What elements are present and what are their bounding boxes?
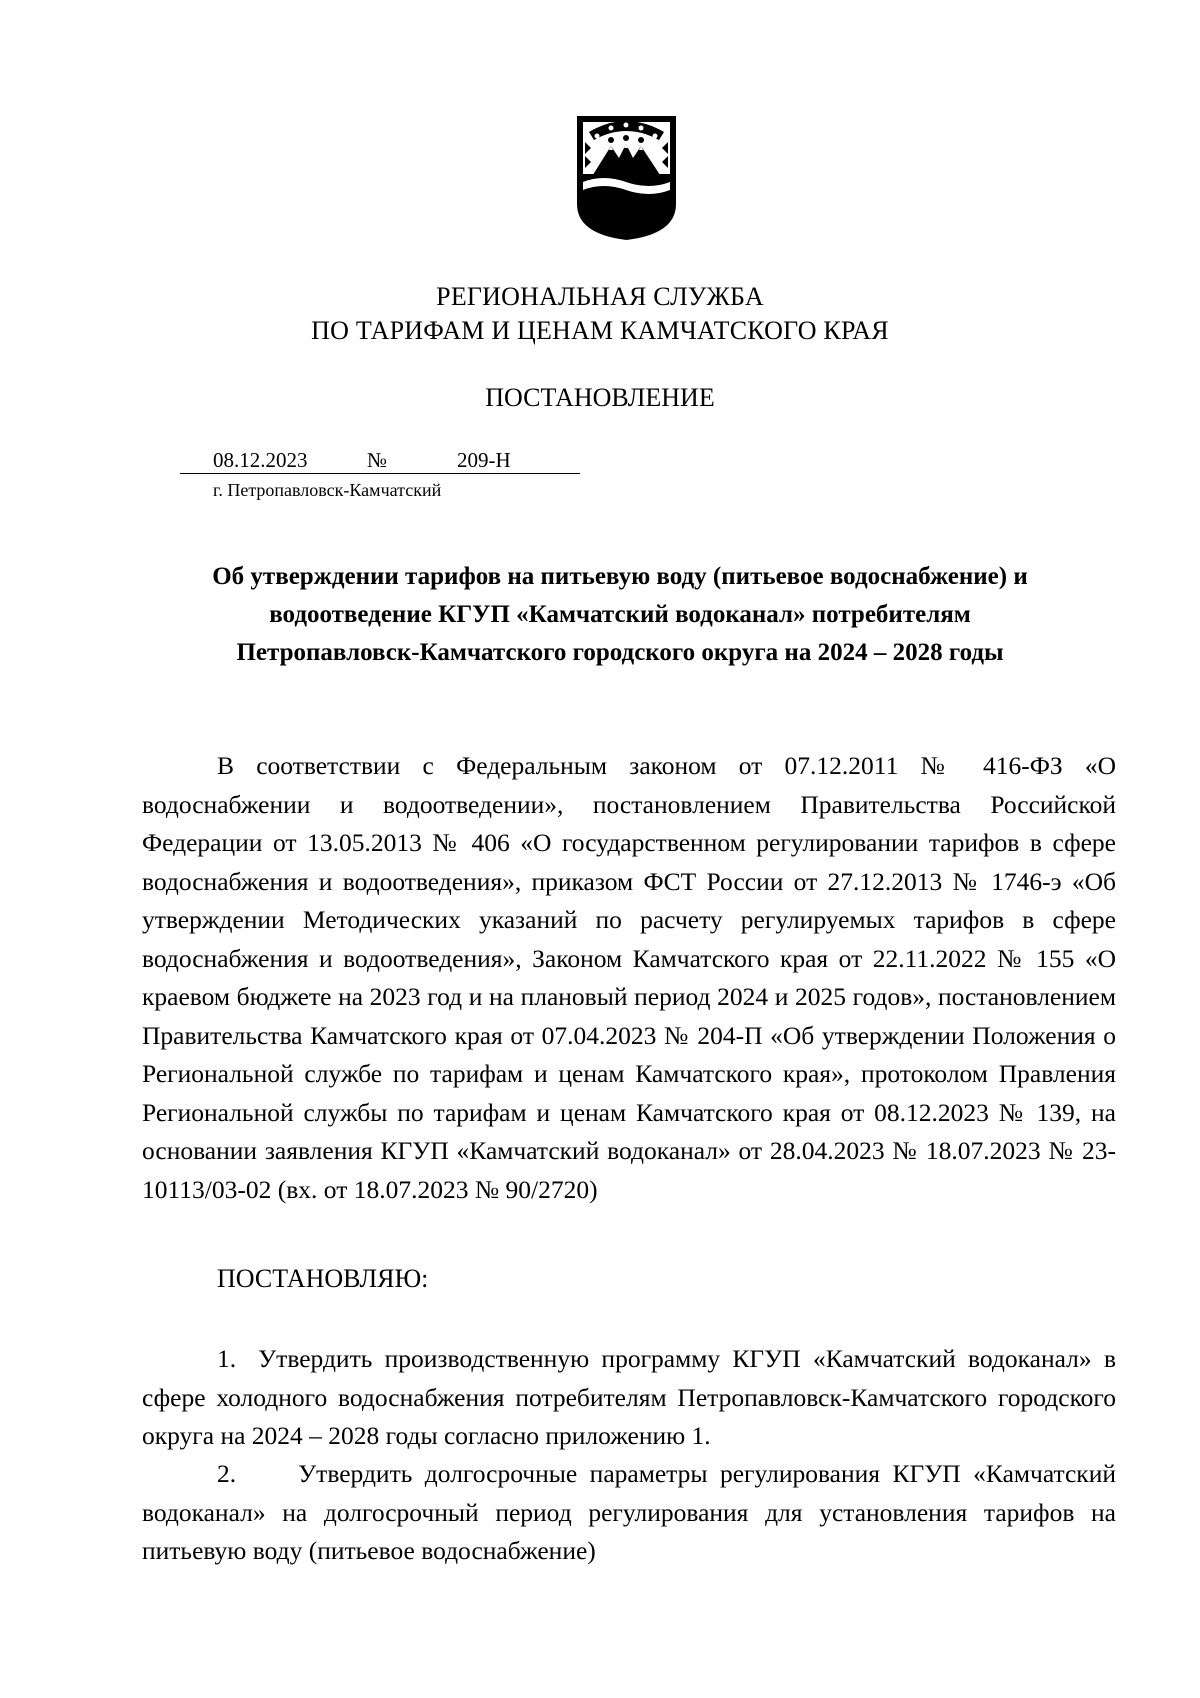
document-title xyxy=(140,558,1100,672)
decree-word: ПОСТАНОВЛЯЮ: xyxy=(217,1264,429,1293)
org-line-1: РЕГИОНАЛЬНАЯ СЛУЖБА xyxy=(436,282,764,311)
document-date: 08.12.2023 xyxy=(213,448,308,472)
city: г. Петропавловск-Камчатский xyxy=(213,480,442,500)
decree-item xyxy=(142,1455,1116,1571)
title-line-2: водоотведение КГУП «Камчатский водоканал» потребителям xyxy=(269,601,971,628)
organization-name xyxy=(0,280,1200,348)
item-number: 1. xyxy=(217,1344,237,1373)
item-text: Утвердить производственную программу КГУП «Камчатский водоканал» в сфере холодного водоснабжения потребителям Петропавловск-Камчатского городского округа на 2024 – 2028 годы согласно приложению 1. xyxy=(142,1344,1116,1450)
item-number: 2. xyxy=(217,1459,237,1488)
number-sign: № xyxy=(367,448,388,472)
title-line-1: Об утверждении тарифов на питьевую воду (питьевое водоснабжение) и xyxy=(212,563,1028,590)
preamble-paragraph: В соответствии с Федеральным законом от 07.12.2011 № 416-ФЗ «О водоснабжении и водоотведении», постановлением Правительства Российской Федерации от 13.05.2013 № 406 «О государственном регулировании тарифов в сфере водоснабжения и водоотведения», приказом ФСТ России от 27.12.2013 № 1746-э «Об утверждении Методических указаний по расчету регулируемых тарифов в сфере водоснабжения и водоотведения», Законом Камчатского края от 22.11.2022 № 155 «О краевом бюджете на 2023 год и на плановый период 2024 и 2025 годов», постановлением Правительства Камчатского края от 07.04.2023 № 204-П «Об утверждении Положения о Региональной службе по тарифам и ценам Камчатского края», протоколом Правления Региональной службы по тарифам и ценам Камчатского края от 08.12.2023 № 139, на основании заявления КГУП «Камчатский водоканал» от 28.04.2023 № 18.07.2023 № 23-10113/03-02 (вх. от 18.07.2023 № 90/2720) xyxy=(142,751,1116,1204)
kamchatka-coat-of-arms-icon xyxy=(573,112,680,242)
document-number: 209-Н xyxy=(457,448,511,472)
title-line-3: Петропавловск-Камчатского городского округа на 2024 – 2028 годы xyxy=(236,639,1004,666)
document-type: ПОСТАНОВЛЕНИЕ xyxy=(485,383,715,412)
item-text: Утвердить долгосрочные параметры регулирования КГУП «Камчатский водоканал» на долгосрочный период регулирования для установления тарифов на питьевую воду (питьевое водоснабжение) xyxy=(142,1459,1116,1565)
date-number-line xyxy=(180,447,580,474)
decree-item xyxy=(142,1340,1116,1456)
org-line-2: ПО ТАРИФАМ И ЦЕНАМ КАМЧАТСКОГО КРАЯ xyxy=(311,316,889,345)
